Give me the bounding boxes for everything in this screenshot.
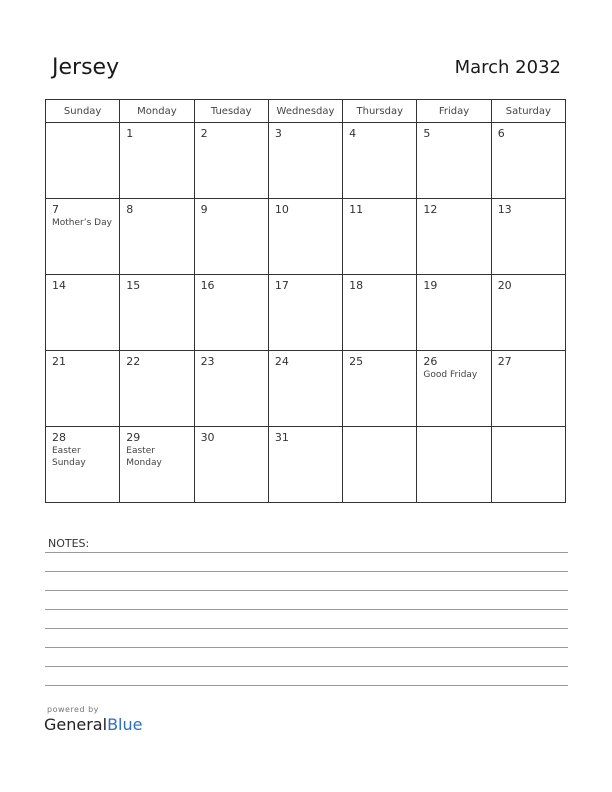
- day-cell: [46, 199, 120, 275]
- week-row: [46, 123, 566, 199]
- week-row: [46, 275, 566, 351]
- day-cell: [268, 427, 342, 503]
- day-number: 17: [274, 279, 289, 292]
- day-cell: [491, 123, 565, 199]
- day-number: 5: [423, 127, 431, 140]
- brand-name: [44, 715, 142, 734]
- day-number: 15: [126, 279, 141, 292]
- day-number: 4: [349, 127, 357, 140]
- weekday-label: Wednesday: [268, 100, 342, 123]
- week-row: [46, 199, 566, 275]
- day-cell: [194, 199, 268, 275]
- week-row: [46, 351, 566, 427]
- day-number: 20: [497, 279, 512, 292]
- brand-logo: [44, 705, 142, 734]
- day-number: 11: [349, 203, 364, 216]
- day-cell: [491, 351, 565, 427]
- day-cell: [120, 427, 194, 503]
- weekday-label: Tuesday: [194, 100, 268, 123]
- day-cell: [120, 275, 194, 351]
- day-cell: [46, 427, 120, 503]
- day-number: 22: [126, 355, 141, 368]
- day-cell: [417, 427, 491, 503]
- notes-line: [45, 590, 568, 591]
- day-number: 13: [497, 203, 512, 216]
- calendar-title: Jersey: [52, 55, 120, 80]
- day-cell: [268, 199, 342, 275]
- weekday-label: Saturday: [491, 100, 565, 123]
- day-cell: [120, 351, 194, 427]
- weekday-label: Friday: [417, 100, 491, 123]
- day-number: 14: [52, 279, 66, 292]
- day-cell: [194, 427, 268, 503]
- day-number: 27: [497, 355, 512, 368]
- notes-line: [45, 571, 568, 572]
- holiday-label: Good Friday: [423, 370, 478, 380]
- day-cell: [343, 351, 417, 427]
- holiday-label: Mother’s Day: [52, 218, 112, 228]
- day-cell: [491, 427, 565, 503]
- notes-line: [45, 685, 568, 686]
- day-cell: [120, 123, 194, 199]
- day-cell: [491, 275, 565, 351]
- day-number: 28: [52, 431, 66, 444]
- day-number: 1: [126, 127, 134, 140]
- notes-label: NOTES:: [48, 537, 90, 550]
- day-cell: [417, 199, 491, 275]
- holiday-label: Easter Sunday: [52, 446, 86, 468]
- weekday-label: Thursday: [343, 100, 417, 123]
- notes-line: [45, 552, 568, 553]
- day-number: 9: [200, 203, 208, 216]
- day-cell: [268, 275, 342, 351]
- weekday-label: Monday: [120, 100, 194, 123]
- day-number: 3: [274, 127, 282, 140]
- day-cell: [194, 123, 268, 199]
- day-number: 19: [423, 279, 438, 292]
- day-number: 2: [200, 127, 208, 140]
- day-number: 6: [497, 127, 505, 140]
- day-number: 8: [126, 203, 134, 216]
- day-number: 18: [349, 279, 364, 292]
- notes-line: [45, 666, 568, 667]
- day-cell: [46, 275, 120, 351]
- day-cell: [343, 199, 417, 275]
- holiday-label: Easter Monday: [126, 446, 162, 468]
- day-cell: [268, 123, 342, 199]
- notes-line: [45, 628, 568, 629]
- brand-name-general: General: [44, 715, 108, 734]
- day-number: 21: [52, 355, 66, 368]
- day-cell: [417, 123, 491, 199]
- day-number: 30: [200, 431, 215, 444]
- day-cell: [417, 351, 491, 427]
- day-number: 24: [274, 355, 289, 368]
- day-number: 23: [200, 355, 215, 368]
- day-number: 10: [274, 203, 289, 216]
- day-cell: [46, 351, 120, 427]
- month-year: March 2032: [454, 57, 561, 78]
- day-cell: [194, 275, 268, 351]
- day-cell: [417, 275, 491, 351]
- week-row: [46, 427, 566, 503]
- day-cell: [120, 199, 194, 275]
- day-cell: [268, 351, 342, 427]
- day-cell: [343, 275, 417, 351]
- day-number: 7: [52, 203, 59, 216]
- day-number: 25: [349, 355, 364, 368]
- day-cell: [343, 123, 417, 199]
- brand-name-blue: Blue: [107, 715, 143, 734]
- day-cell: [46, 123, 120, 199]
- weekday-header-row: [46, 100, 566, 123]
- day-number: 31: [274, 431, 289, 444]
- day-cell: [491, 199, 565, 275]
- notes-line: [45, 647, 568, 648]
- notes-line: [45, 609, 568, 610]
- day-number: 26: [423, 355, 438, 368]
- day-number: 16: [200, 279, 215, 292]
- day-number: 29: [126, 431, 141, 444]
- day-cell: [194, 351, 268, 427]
- day-number: 12: [423, 203, 438, 216]
- day-cell: [343, 427, 417, 503]
- weekday-label: Sunday: [46, 100, 120, 123]
- calendar-grid: [45, 99, 566, 503]
- powered-by-text: powered by: [47, 705, 99, 714]
